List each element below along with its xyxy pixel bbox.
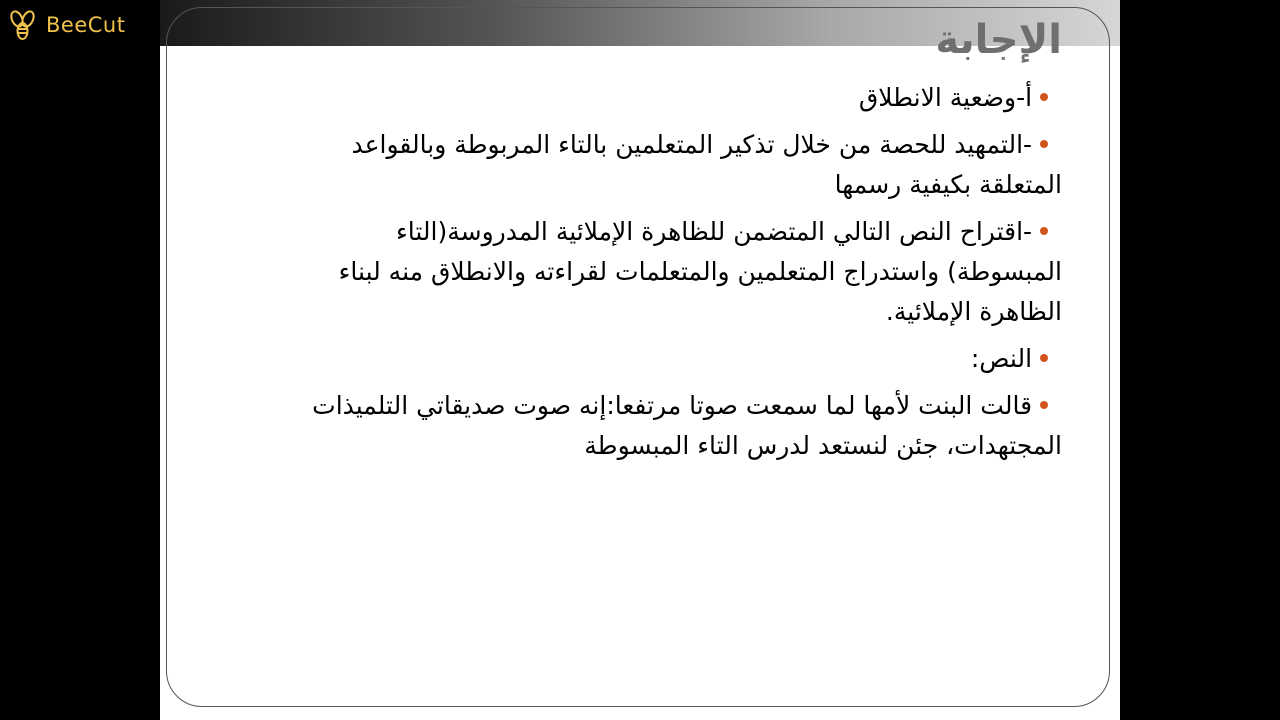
bullet-paragraph [942,339,1062,379]
watermark [6,8,125,42]
bee-icon [6,8,40,42]
bullet-dot [1040,401,1048,409]
bullet-paragraph [302,125,1062,205]
bullet-dot [1040,354,1048,362]
bullet-paragraph [300,212,1062,332]
slide-title: الإجابة [935,17,1062,63]
paragraph-text: -اقتراح النص التالي المتضمن للظاهرة الإملائية المدروسة(التاء المبسوطة) واستدراج المتعلمين والمتعلمات لقراءته والانطلاق منه لبناء الظاهرة الإملائية. [338,217,1062,326]
slide-content [266,78,1062,473]
bullet-paragraph [832,78,1062,118]
watermark-text: BeeCut [46,13,126,37]
paragraph-text: قالت البنت لأمها لما سمعت صوتا مرتفعا:إنه صوت صديقاتي التلميذات المجتهدات، جئن لنستعد لدرس التاء المبسوطة [312,391,1062,460]
paragraph-text: أ-وضعية الانطلاق [858,83,1033,112]
bullet-dot [1040,93,1048,101]
bullet-dot [1040,140,1048,148]
bullet-paragraph [266,386,1062,466]
paragraph-text: -التمهيد للحصة من خلال تذكير المتعلمين بالتاء المربوطة وبالقواعد المتعلقة بكيفية رسمها [351,130,1062,199]
paragraph-text: النص: [970,344,1033,373]
slide [160,0,1120,720]
bullet-dot [1040,227,1048,235]
